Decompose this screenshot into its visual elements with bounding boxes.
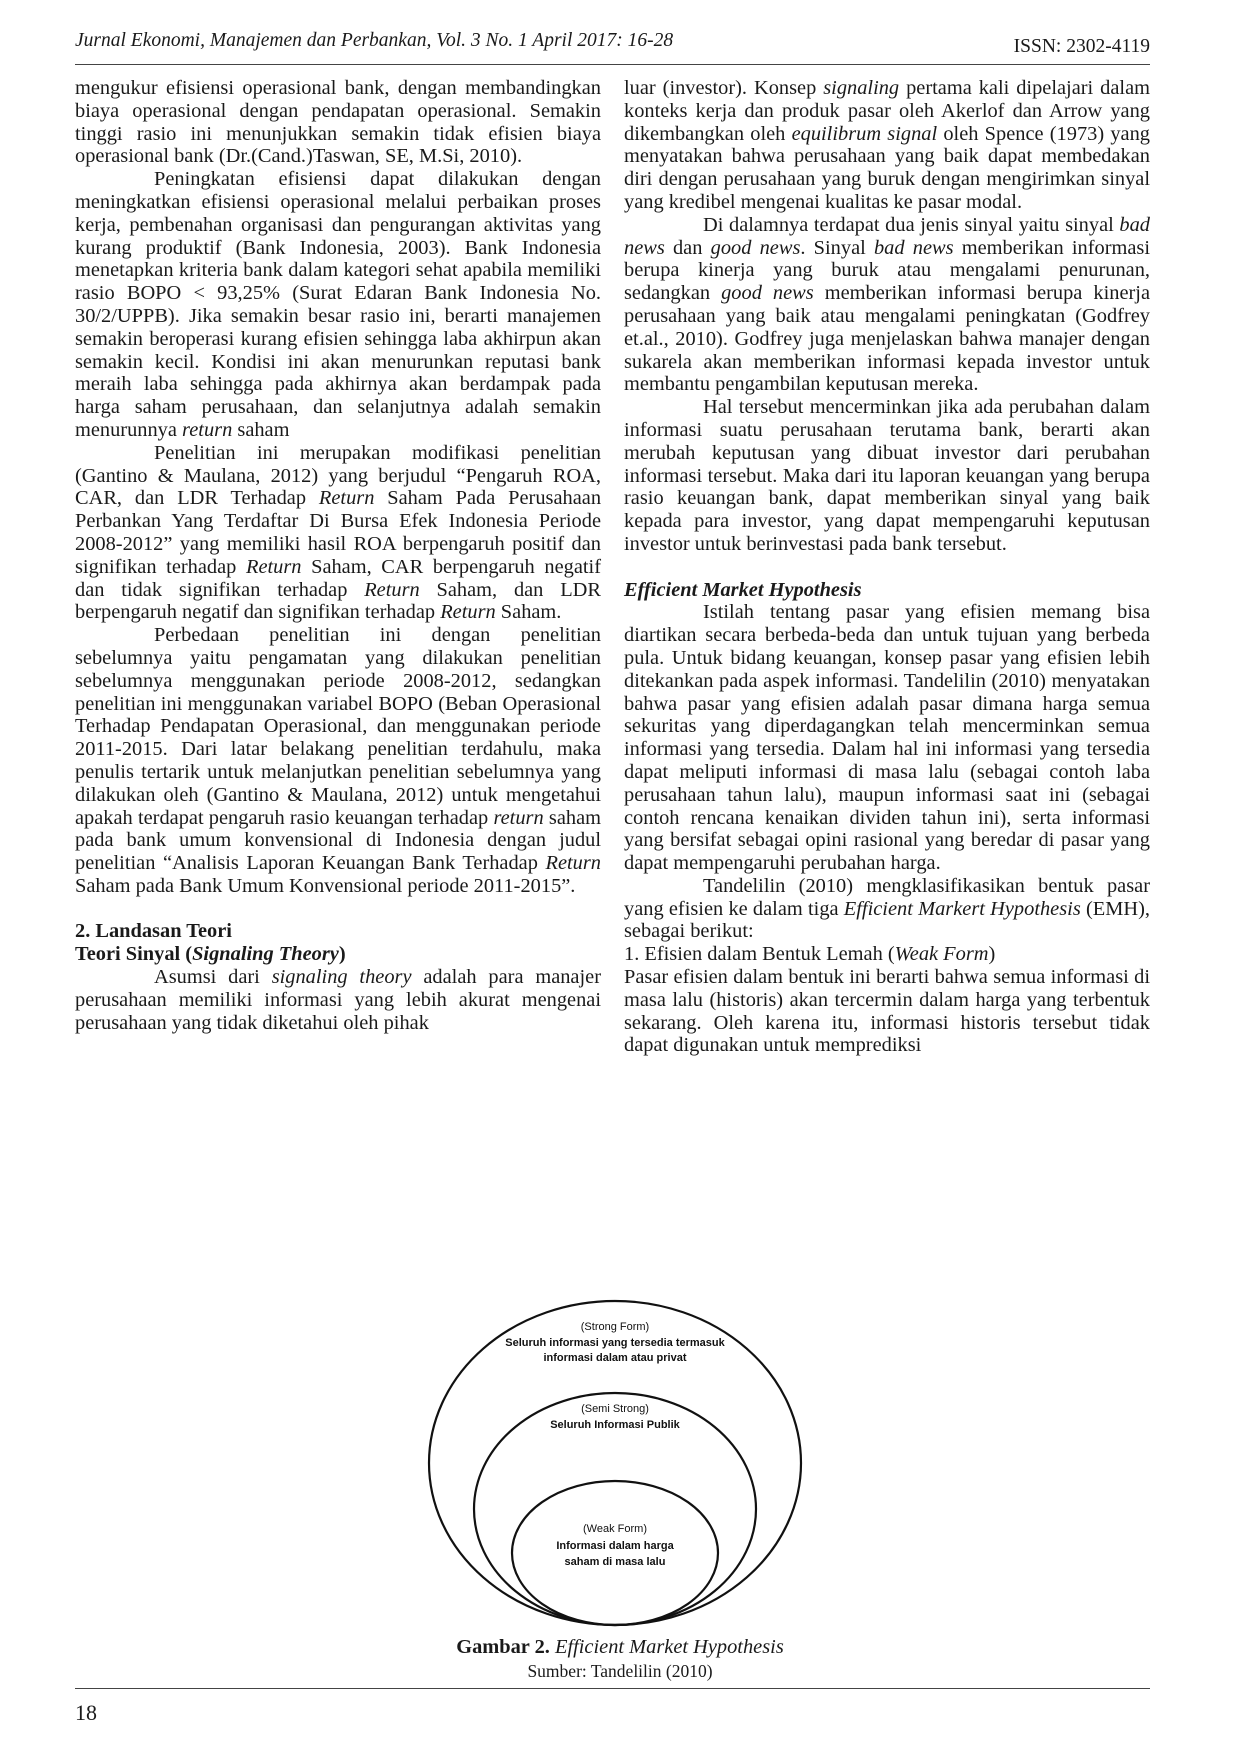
footer-rule: [75, 1688, 1150, 1689]
strong-form-title: (Strong Form): [580, 1321, 650, 1333]
semi-strong-title: (Semi Strong): [581, 1403, 649, 1415]
figure-caption: Gambar 2. Efficient Market Hypothesis: [456, 1636, 784, 1658]
strong-form-line2: informasi dalam atau privat: [543, 1352, 687, 1364]
header-rule: [75, 64, 1150, 65]
weak-form-line1: Informasi dalam harga: [556, 1540, 674, 1552]
emh-nested-circles-diagram: [425, 1298, 805, 1628]
issn-header: ISSN: 2302-4119: [1013, 36, 1150, 57]
right-column: [624, 77, 1150, 1057]
weak-form-line2: saham di masa lalu: [564, 1556, 666, 1568]
left-column: [75, 77, 601, 1034]
strong-form-line1: Seluruh informasi yang tersedia termasuk: [505, 1337, 725, 1349]
paragraph-asumsi-signaling: Asumsi dari signaling theory adalah para manajer perusahaan memiliki informasi yang lebih akurat mengenai perusahaan yang tidak diketahui oleh pihak: [75, 966, 601, 1034]
semi-strong-line1: Seluruh Informasi Publik: [550, 1419, 680, 1431]
paragraph-weak-form: Pasar efisien dalam bentuk ini berarti bahwa semua informasi di masa lalu (historis) akan tercermin dalam harga yang terbentuk sekarang. Oleh karena itu, informasi historis tersebut tidak dapat digunakan untuk memprediksi: [624, 966, 1150, 1057]
weak-form-circle: [512, 1481, 718, 1625]
paragraph-perubahan-informasi: Hal tersebut mencerminkan jika ada perubahan dalam informasi suatu perusahaan terutama bank, berarti akan merubah keputusan yang dibuat investor dari perubahan informasi tersebut. Maka dari itu laporan keuangan yang berupa rasio keuangan bank, dapat memberikan sinyal yang baik kepada para investor, yang dapat mempengaruhi keputusan investor untuk berinvestasi pada bank tersebut.: [624, 396, 1150, 555]
paragraph-perbedaan-penelitian: Perbedaan penelitian ini dengan penelitian sebelumnya yaitu pengamatan yang dilakukan penelitian sebelumnya menggunakan periode 2008-2012, sedangkan penelitian ini menggunakan variabel BOPO (Beban Operasional Terhadap Pendapatan Operasional, dan menggunakan periode 2011-2015. Dari latar belakang penelitian terdahulu, maka penulis tertarik untuk melanjutkan penelitian sebelumnya yang dilakukan oleh (Gantino & Maulana, 2012) untuk mengetahui apakah terdapat pengaruh rasio keuangan terhadap return saham pada bank umum konvensional di Indonesia dengan judul penelitian “Analisis Laporan Keuangan Bank Terhadap Return Saham pada Bank Umum Konvensional periode 2011-2015”.: [75, 624, 601, 897]
section-title-landasan-teori: 2. Landasan Teori: [75, 920, 232, 943]
paragraph-pasar-efisien: Istilah tentang pasar yang efisien memang bisa diartikan secara berbeda-beda dan untuk tujuan yang berbeda pula. Untuk bidang keuangan, konsep pasar yang efisien lebih ditekankan pada aspek informasi. Tandelilin (2010) menyatakan bahwa pasar yang efisien adalah pasar dimana harga semua sekuritas yang diperdagangkan telah mencerminkan semua informasi yang tersedia. Dalam hal ini informasi yang tersedia dapat meliputi informasi di masa lalu (sebagai contoh laba perusahaan tahun lalu), maupun informasi saat ini (sebagai contoh rencana kenaikan dividen tahun ini), serta informasi yang bersifat sebagai opini rasional yang beredar di pasar yang dapat mempengaruhi perubahan harga.: [624, 601, 1150, 875]
paragraph-jenis-sinyal: Di dalamnya terdapat dua jenis sinyal yaitu sinyal bad news dan good news. Sinyal bad news memberikan informasi berupa kinerja yang buruk atau mengalami penurunan, sedangkan good news memberikan informasi berupa kinerja perusahaan yang baik atau mengalami peningkatan (Godfrey et.al., 2010). Godfrey juga menjelaskan bahwa manajer dengan sukarela akan memberikan informasi kepada investor untuk membantu pengambilan keputusan mereka.: [624, 213, 1150, 396]
heading-efficient-market-hypothesis: Efficient Market Hypothesis: [624, 578, 862, 601]
paragraph-klasifikasi-emh: Tandelilin (2010) mengklasifikasikan bentuk pasar yang efisien ke dalam tiga Efficient Markert Hypothesis (EMH), sebagai berikut:: [624, 874, 1151, 943]
paragraph-efisiensi-bopo: mengukur efisiensi operasional bank, dengan membandingkan biaya operasional dengan pendapatan operasional. Semakin tinggi rasio ini menunjukkan semakin tidak efisien biaya operasional bank (Dr.(Cand.)Taswan, SE, M.Si, 2010).: [75, 77, 601, 168]
journal-header: Jurnal Ekonomi, Manajemen dan Perbankan, Vol. 3 No. 1 April 2017: 16-28: [75, 30, 674, 51]
paragraph-konsep-signaling: luar (investor). Konsep signaling pertama kali dipelajari dalam konteks kerja dan produk pasar oleh Akerlof dan Arrow yang dikembangkan oleh equilibrum signal oleh Spence (1973) yang menyatakan bahwa perusahaan yang baik dapat membedakan diri dengan perusahaan yang buruk dengan mengirimkan sinyal yang kredibel mengenai kualitas ke pasar modal.: [624, 77, 1150, 213]
figure-source: Sumber: Tandelilin (2010): [527, 1661, 713, 1681]
paragraph-modifikasi-penelitian: Penelitian ini merupakan modifikasi penelitian (Gantino & Maulana, 2012) yang berjudul “Pengaruh ROA, CAR, dan LDR Terhadap Return Saham Pada Perusahaan Perbankan Yang Terdaftar Di Bursa Efek Indonesia Periode 2008-2012” yang memiliki hasil ROA berpengaruh positif dan signifikan terhadap Return Saham, CAR berpengaruh negatif dan tidak signifikan terhadap Return Saham, dan LDR berpengaruh negatif dan signifikan terhadap Return Saham.: [75, 441, 602, 624]
list-item-weak-form: 1. Efisien dalam Bentuk Lemah (Weak Form): [624, 943, 996, 966]
subsection-title-teori-sinyal: Teori Sinyal (Signaling Theory): [75, 943, 346, 966]
weak-form-title: (Weak Form): [583, 1523, 647, 1535]
paragraph-peningkatan-efisiensi: Peningkatan efisiensi dapat dilakukan dengan meningkatkan efisiensi operasional melalui perbaikan proses kerja, pembenahan organisasi dan pengurangan aktivitas yang kurang produktif (Bank Indonesia, 2003). Bank Indonesia menetapkan kriteria bank dalam kategori sehat apabila memiliki rasio BOPO < 93,25% (Surat Edaran Bank Indonesia No. 30/2/UPPB). Jika semakin besar rasio ini, berarti manajemen semakin beroperasi kurang efisien sehingga laba akhirpun akan semakin kecil. Kondisi ini akan menurunkan reputasi bank meraih laba sehingga pada akhirnya akan berdampak pada harga saham perusahaan, dan selanjutnya adalah semakin menurunnya return saham: [75, 168, 601, 441]
page-number: 18: [75, 1700, 97, 1725]
